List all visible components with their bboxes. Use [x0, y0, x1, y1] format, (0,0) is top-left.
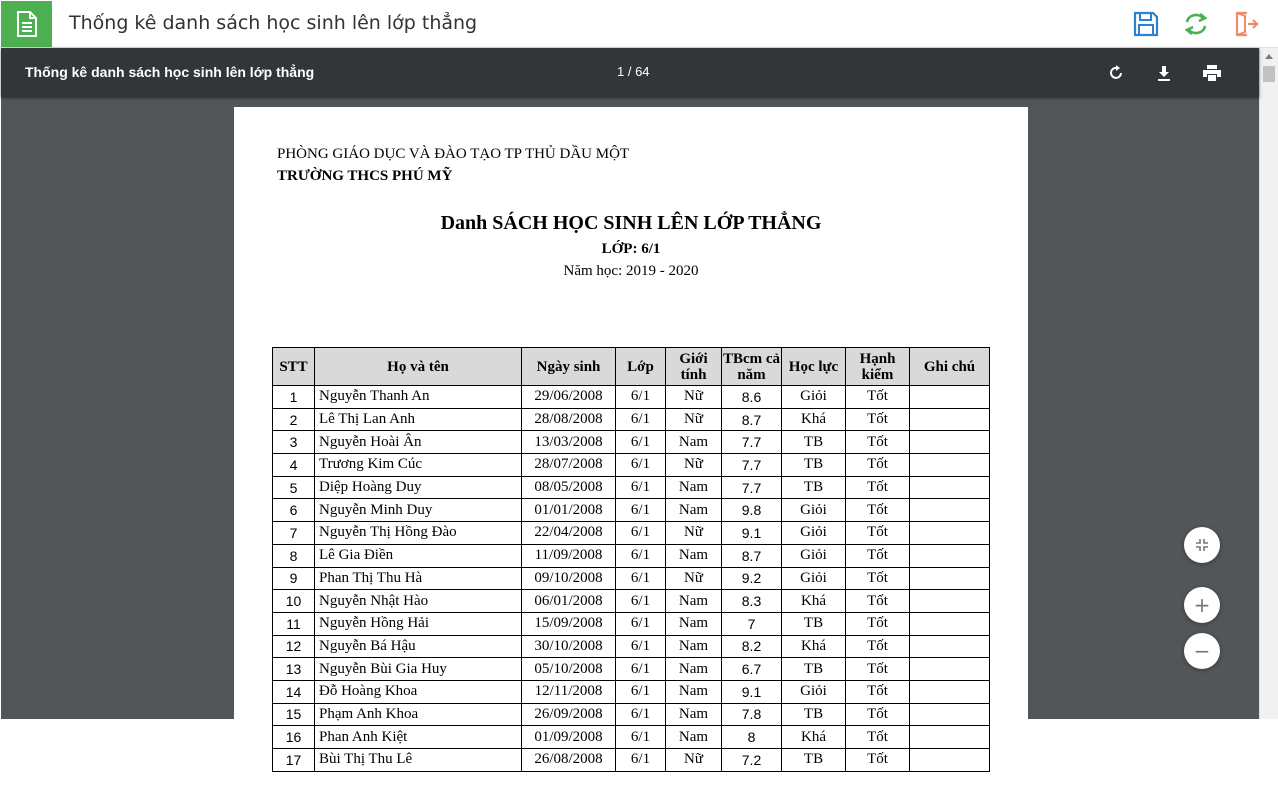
table-cell: 5 [273, 476, 315, 499]
table-cell: Phan Thị Thu Hà [315, 567, 522, 590]
table-cell: 6/1 [616, 386, 666, 409]
table-cell: 9 [273, 567, 315, 590]
document-page [234, 107, 1028, 807]
table-cell: Nam [666, 612, 722, 635]
table-row [273, 476, 990, 499]
table-cell: Tốt [846, 635, 910, 658]
table-row [273, 726, 990, 749]
table-row [273, 703, 990, 726]
table-cell [910, 590, 990, 613]
table-row [273, 454, 990, 477]
table-cell: Diệp Hoàng Duy [315, 476, 522, 499]
table-cell: Tốt [846, 567, 910, 590]
table-cell: Nam [666, 476, 722, 499]
table-cell [910, 544, 990, 567]
download-button[interactable] [1150, 59, 1178, 87]
table-cell: Khá [782, 635, 846, 658]
table-cell: Nguyễn Thanh An [315, 386, 522, 409]
table-cell: Tốt [846, 612, 910, 635]
department-name: PHÒNG GIÁO DỤC VÀ ĐÀO TẠO TP THỦ DẦU MỘT [277, 146, 630, 162]
table-cell: 7.2 [722, 749, 782, 772]
table-cell: 17 [273, 749, 315, 772]
table-cell: 6/1 [616, 612, 666, 635]
table-cell: Tốt [846, 680, 910, 703]
table-cell: 6.7 [722, 658, 782, 681]
table-cell: 05/10/2008 [522, 658, 616, 681]
table-cell [910, 522, 990, 545]
table-cell: 4 [273, 454, 315, 477]
table-cell [910, 454, 990, 477]
table-row [273, 431, 990, 454]
save-icon [1133, 11, 1159, 37]
table-cell: 16 [273, 726, 315, 749]
table-cell [910, 703, 990, 726]
table-cell: 8.2 [722, 635, 782, 658]
table-cell: 15 [273, 703, 315, 726]
table-row [273, 522, 990, 545]
table-cell [910, 431, 990, 454]
table-cell: Nguyễn Hoài Ân [315, 431, 522, 454]
table-cell [910, 408, 990, 431]
zoom-out-icon: − [1193, 639, 1211, 663]
table-cell: 8.3 [722, 590, 782, 613]
table-cell: Tốt [846, 499, 910, 522]
table-cell: Tốt [846, 476, 910, 499]
table-cell: Bùi Thị Thu Lê [315, 749, 522, 772]
table-cell: 12/11/2008 [522, 680, 616, 703]
col-header: STT [273, 348, 315, 386]
table-cell: 11 [273, 612, 315, 635]
table-cell: Giỏi [782, 522, 846, 545]
table-header-row [273, 348, 990, 386]
table-cell: 7.8 [722, 703, 782, 726]
table-cell: Nữ [666, 567, 722, 590]
table-cell: 6/1 [616, 408, 666, 431]
table-cell: Tốt [846, 454, 910, 477]
refresh-button[interactable] [1181, 9, 1211, 39]
table-row [273, 408, 990, 431]
table-cell: Nữ [666, 386, 722, 409]
table-cell: 26/08/2008 [522, 749, 616, 772]
table-cell: 28/07/2008 [522, 454, 616, 477]
table-row [273, 658, 990, 681]
table-cell: 8.7 [722, 408, 782, 431]
table-cell: 6 [273, 499, 315, 522]
table-row [273, 749, 990, 772]
table-cell: 8 [722, 726, 782, 749]
table-cell: Tốt [846, 703, 910, 726]
table-cell: Đỗ Hoàng Khoa [315, 680, 522, 703]
table-cell: 26/09/2008 [522, 703, 616, 726]
table-cell [910, 567, 990, 590]
table-cell: 6/1 [616, 544, 666, 567]
scroll-thumb[interactable] [1263, 66, 1275, 82]
table-cell: Nam [666, 703, 722, 726]
print-button[interactable] [1198, 59, 1226, 87]
table-cell: Tốt [846, 408, 910, 431]
table-cell: TB [782, 476, 846, 499]
zoom-in-button[interactable] [1184, 587, 1220, 623]
col-header: Lớp [616, 348, 666, 386]
table-cell: 6/1 [616, 454, 666, 477]
table-cell: 6/1 [616, 499, 666, 522]
table-cell: Khá [782, 726, 846, 749]
table-cell: Nam [666, 499, 722, 522]
col-header: Hạnh kiểm [846, 348, 910, 386]
table-cell: Tốt [846, 431, 910, 454]
table-cell: 8.7 [722, 544, 782, 567]
table-cell: Tốt [846, 658, 910, 681]
fit-page-icon [1195, 538, 1209, 552]
table-cell: Phạm Anh Khoa [315, 703, 522, 726]
table-cell: 7.7 [722, 454, 782, 477]
table-row [273, 590, 990, 613]
table-cell [910, 726, 990, 749]
table-cell: 6/1 [616, 567, 666, 590]
exit-button[interactable] [1231, 9, 1261, 39]
col-header: Ghi chú [910, 348, 990, 386]
viewer-toolbar [1, 48, 1259, 97]
table-cell: 7 [722, 612, 782, 635]
table-cell: 06/01/2008 [522, 590, 616, 613]
table-cell: 9.1 [722, 680, 782, 703]
table-cell: TB [782, 431, 846, 454]
school-name: TRƯỜNG THCS PHÚ MỸ [277, 168, 453, 184]
document-heading: Danh SÁCH HỌC SINH LÊN LỚP THẲNG [440, 212, 822, 234]
class-line: LỚP: 6/1 [601, 241, 661, 257]
table-cell: 14 [273, 680, 315, 703]
table-cell: Nữ [666, 522, 722, 545]
table-cell: Giỏi [782, 544, 846, 567]
save-button[interactable] [1131, 9, 1161, 39]
table-cell: 6/1 [616, 726, 666, 749]
table-cell: 13 [273, 658, 315, 681]
table-cell: Nam [666, 680, 722, 703]
table-cell: 01/01/2008 [522, 499, 616, 522]
table-cell: 6/1 [616, 680, 666, 703]
table-cell: Tốt [846, 386, 910, 409]
exit-icon [1233, 11, 1259, 37]
table-cell: 29/06/2008 [522, 386, 616, 409]
col-header: Ngày sinh [522, 348, 616, 386]
pdf-viewer [1, 48, 1259, 768]
table-row [273, 612, 990, 635]
vertical-scrollbar[interactable] [1259, 48, 1278, 719]
table-cell: Nữ [666, 454, 722, 477]
table-cell: Trương Kim Cúc [315, 454, 522, 477]
table-cell: 6/1 [616, 749, 666, 772]
table-cell: 9.1 [722, 522, 782, 545]
table-cell: Nguyễn Bá Hậu [315, 635, 522, 658]
table-row [273, 499, 990, 522]
table-cell: Nguyễn Thị Hồng Đào [315, 522, 522, 545]
table-cell: Nguyễn Bùi Gia Huy [315, 658, 522, 681]
table-cell [910, 658, 990, 681]
table-cell: 8 [273, 544, 315, 567]
table-cell: Nam [666, 635, 722, 658]
table-cell: 1 [273, 386, 315, 409]
table-cell: Phan Anh Kiệt [315, 726, 522, 749]
zoom-out-button[interactable] [1184, 633, 1220, 669]
table-cell: TB [782, 612, 846, 635]
table-cell: TB [782, 658, 846, 681]
table-cell [910, 749, 990, 772]
table-cell: Giỏi [782, 680, 846, 703]
table-cell [910, 635, 990, 658]
table-cell: 01/09/2008 [522, 726, 616, 749]
school-year: Năm học: 2019 - 2020 [563, 263, 699, 279]
col-header: Giới tính [666, 348, 722, 386]
table-cell: Nam [666, 590, 722, 613]
table-cell: 6/1 [616, 635, 666, 658]
table-cell: 13/03/2008 [522, 431, 616, 454]
table-cell: Nữ [666, 749, 722, 772]
table-cell: 11/09/2008 [522, 544, 616, 567]
table-cell: 6/1 [616, 658, 666, 681]
table-cell: 6/1 [616, 590, 666, 613]
table-cell: 6/1 [616, 431, 666, 454]
rotate-icon [1107, 64, 1125, 82]
table-cell: Nguyễn Nhật Hào [315, 590, 522, 613]
table-cell: Nam [666, 726, 722, 749]
table-cell: 22/04/2008 [522, 522, 616, 545]
table-cell: Tốt [846, 522, 910, 545]
table-cell: Nguyễn Hồng Hải [315, 612, 522, 635]
table-cell: 3 [273, 431, 315, 454]
table-cell [910, 612, 990, 635]
table-cell: Nguyễn Minh Duy [315, 499, 522, 522]
table-cell: Khá [782, 408, 846, 431]
table-cell: 10 [273, 590, 315, 613]
table-row [273, 544, 990, 567]
table-cell: Nam [666, 431, 722, 454]
table-cell: Giỏi [782, 499, 846, 522]
table-cell: TB [782, 703, 846, 726]
page-indicator: 1 / 64 [617, 64, 650, 79]
table-row [273, 680, 990, 703]
table-cell: Nữ [666, 408, 722, 431]
table-cell: Tốt [846, 544, 910, 567]
table-row [273, 567, 990, 590]
table-cell: Tốt [846, 590, 910, 613]
table-cell: Lê Gia Điền [315, 544, 522, 567]
col-header: Học lực [782, 348, 846, 386]
table-cell: Lê Thị Lan Anh [315, 408, 522, 431]
table-cell: Tốt [846, 726, 910, 749]
zoom-in-icon: + [1193, 593, 1211, 617]
rotate-button[interactable] [1102, 59, 1130, 87]
table-cell: 7 [273, 522, 315, 545]
table-cell: Giỏi [782, 567, 846, 590]
table-cell: 9.8 [722, 499, 782, 522]
table-cell: 2 [273, 408, 315, 431]
refresh-icon [1182, 11, 1210, 37]
table-cell: Nam [666, 658, 722, 681]
table-cell: TB [782, 749, 846, 772]
table-cell [910, 680, 990, 703]
table-cell: Nam [666, 544, 722, 567]
app-title: Thống kê danh sách học sinh lên lớp thẳng [69, 12, 478, 34]
print-icon [1202, 64, 1222, 82]
table-cell: 7.7 [722, 431, 782, 454]
table-cell: 12 [273, 635, 315, 658]
col-header: TBcm cả năm [722, 348, 782, 386]
table-cell: 15/09/2008 [522, 612, 616, 635]
table-cell: 8.6 [722, 386, 782, 409]
table-cell [910, 476, 990, 499]
table-cell: 7.7 [722, 476, 782, 499]
fit-page-button[interactable] [1184, 527, 1220, 563]
table-cell [910, 499, 990, 522]
table-cell: Giỏi [782, 386, 846, 409]
table-row [273, 386, 990, 409]
table-cell: 6/1 [616, 522, 666, 545]
scroll-up-arrow[interactable] [1265, 54, 1273, 59]
student-table [272, 347, 990, 772]
table-cell: 6/1 [616, 703, 666, 726]
table-cell: 6/1 [616, 476, 666, 499]
table-cell: 08/05/2008 [522, 476, 616, 499]
table-cell: 9.2 [722, 567, 782, 590]
document-icon [1, 1, 52, 47]
table-cell: 30/10/2008 [522, 635, 616, 658]
table-row [273, 635, 990, 658]
table-cell: 28/08/2008 [522, 408, 616, 431]
download-icon [1155, 64, 1173, 82]
app-header [0, 0, 1278, 48]
viewer-doc-title: Thống kê danh sách học sinh lên lớp thẳng [25, 64, 315, 80]
table-cell: 09/10/2008 [522, 567, 616, 590]
table-cell [910, 386, 990, 409]
col-header: Họ và tên [315, 348, 522, 386]
table-cell: Tốt [846, 749, 910, 772]
table-cell: Khá [782, 590, 846, 613]
table-cell: TB [782, 454, 846, 477]
